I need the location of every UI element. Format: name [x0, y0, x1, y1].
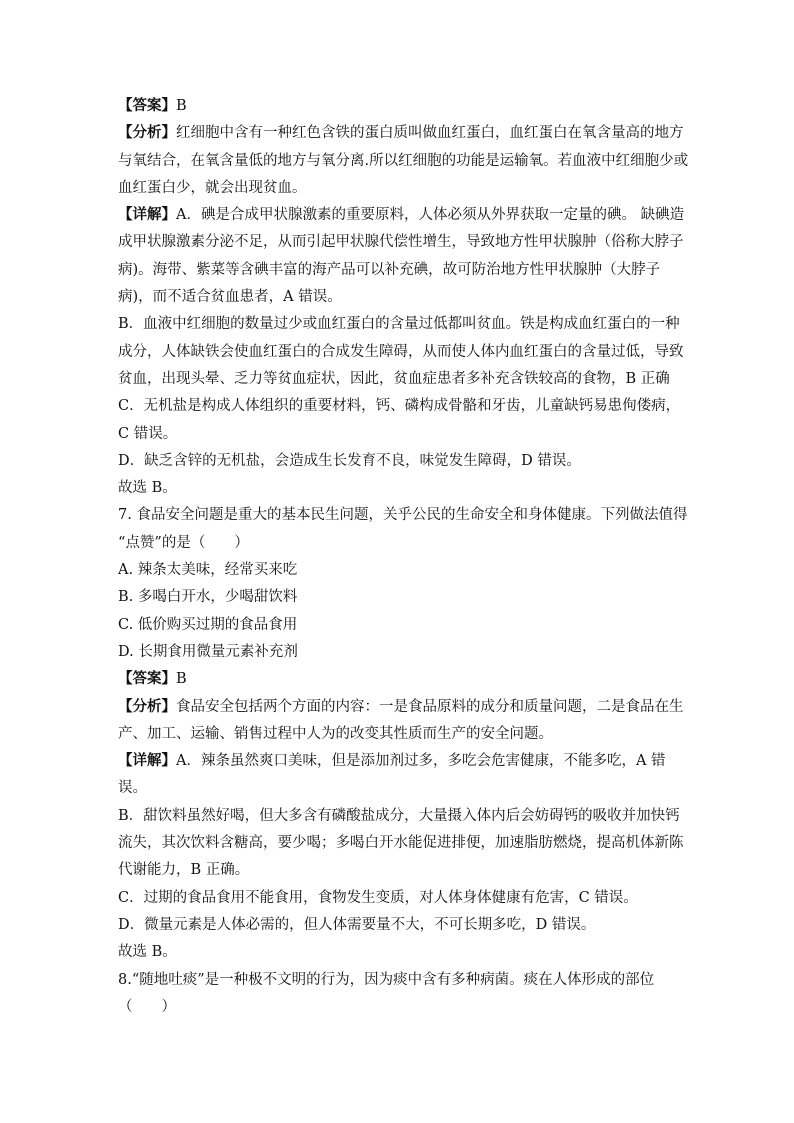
text-line	[118, 147, 689, 174]
line-text: 流失，其次饮料含糖高，要少喝；多喝白开水能促进排便，加速脂肪燃烧，提高机体新陈	[118, 835, 684, 852]
text-line	[118, 884, 678, 911]
text-line	[118, 119, 684, 146]
text-line	[118, 720, 678, 747]
section-tag: 【分析】	[118, 124, 176, 142]
section-tag: 【详解】	[118, 206, 176, 224]
line-text: 误。	[118, 780, 147, 797]
line-text: 8.“随地吐痰”是一种极不文明的行为，因为痰中含有多种病菌。痰在人体形成的部位	[118, 971, 655, 988]
line-text: 食品安全包括两个方面的内容：一是食品原料的成分和质量问题，二是食品在生	[176, 698, 684, 715]
text-line	[118, 174, 678, 201]
text-line	[118, 256, 678, 283]
document-body	[118, 92, 689, 1020]
line-text: B	[176, 671, 187, 688]
line-text: A．碘是合成甲状腺激素的重要原料，人体必须从外界获取一定量的碘。 缺碘造	[176, 207, 685, 224]
text-line	[118, 693, 684, 720]
text-line	[118, 92, 678, 119]
text-line	[118, 938, 678, 965]
text-line	[118, 665, 678, 692]
text-line	[118, 474, 678, 501]
line-text: C 错误。	[118, 425, 178, 442]
text-line	[118, 529, 678, 556]
line-text: B．甜饮料虽然好喝，但大多含有磷酸盐成分，大量摄入体内后会妨碍钙的吸收并加快钙	[118, 807, 680, 824]
line-text: B	[176, 98, 187, 114]
text-line	[118, 556, 678, 583]
text-line	[118, 201, 685, 228]
line-text: A．辣条虽然爽口美味，但是添加剂过多，多吃会危害健康，不能多吃，A 错	[176, 753, 666, 770]
line-text: D. 长期食用微量元素补充剂	[118, 643, 298, 660]
text-line	[118, 420, 678, 447]
line-text: 7. 食品安全问题是重大的基本民生问题，关乎公民的生命安全和身体健康。下列做法值得	[118, 507, 688, 524]
line-text: 病)，而不适合贫血患者，A 错误。	[118, 289, 342, 306]
line-text: 贫血，出现头晕、乏力等贫血症状，因此，贫血症患者多补充含铁较高的食物，B 正确	[118, 370, 670, 387]
text-line	[118, 338, 684, 365]
line-text: C. 低价购买过期的食品食用	[118, 616, 298, 633]
text-line	[118, 993, 678, 1020]
text-line	[118, 392, 681, 419]
section-tag: 【详解】	[118, 752, 176, 770]
section-tag: 【分析】	[118, 697, 176, 715]
text-line	[118, 638, 678, 665]
line-text: （ ）	[118, 998, 176, 1015]
text-line	[118, 774, 678, 801]
line-text: B. 多喝白开水，少喝甜饮料	[118, 589, 298, 606]
text-line	[118, 228, 684, 255]
line-text: 成分，人体缺铁会使血红蛋白的合成发生障碍，从而使人体内血红蛋白的含量过低，导致	[118, 343, 684, 360]
text-line	[118, 966, 678, 993]
line-text: 红细胞中含有一种红色含铁的蛋白质叫做血红蛋白，血红蛋白在氧含量高的地方	[176, 125, 684, 142]
text-line	[118, 283, 678, 310]
line-text: 成甲状腺激素分泌不足，从而引起甲状腺代偿性增生，导致地方性甲状腺肿（俗称大脖子	[118, 234, 684, 251]
text-line	[118, 747, 678, 774]
section-tag: 【答案】	[118, 97, 176, 114]
line-text: D．缺乏含锌的无机盐，会造成生长发育不良，味觉发生障碍，D 错误。	[118, 452, 581, 469]
line-text: 与氧结合，在氧含量低的地方与氧分离.所以红细胞的功能是运输氧。若血液中红细胞少或	[118, 152, 689, 169]
line-text: 血红蛋白少，就会出现贫血。	[118, 179, 307, 196]
text-line	[118, 501, 688, 528]
text-line	[118, 829, 684, 856]
line-text: D．微量元素是人体必需的，但人体需要量不大，不可长期多吃，D 错误。	[118, 916, 596, 933]
text-line	[118, 583, 678, 610]
text-line	[118, 802, 678, 829]
line-text: 代谢能力，B 正确。	[118, 862, 250, 879]
text-line	[118, 310, 678, 337]
line-text: 故选 B。	[118, 480, 177, 497]
text-line	[118, 856, 678, 883]
line-text: 病)。海带、紫菜等含碘丰富的海产品可以补充碘，故可防治地方性甲状腺肿（大脖子	[118, 261, 661, 278]
line-text: A. 辣条太美味，经常买来吃	[118, 562, 298, 579]
line-text: C．过期的食品食用不能食用，食物发生变质，对人体身体健康有危害，C 错误。	[118, 889, 638, 906]
line-text: B．血液中红细胞的数量过少或血红蛋白的含量过低都叫贫血。铁是构成血红蛋白的一种	[118, 316, 680, 333]
line-text: C．无机盐是构成人体组织的重要材料，钙、磷构成骨骼和牙齿，儿童缺钙易患佝偻病，	[118, 398, 681, 415]
line-text: “点赞”的是（ ）	[118, 534, 249, 551]
text-line	[118, 911, 678, 938]
text-line	[118, 447, 678, 474]
line-text: 故选 B。	[118, 944, 177, 961]
text-line	[118, 365, 678, 392]
section-tag: 【答案】	[118, 670, 176, 688]
line-text: 产、加工、运输、销售过程中人为的改变其性质而生产的安全问题。	[118, 725, 553, 742]
text-line	[118, 611, 678, 638]
